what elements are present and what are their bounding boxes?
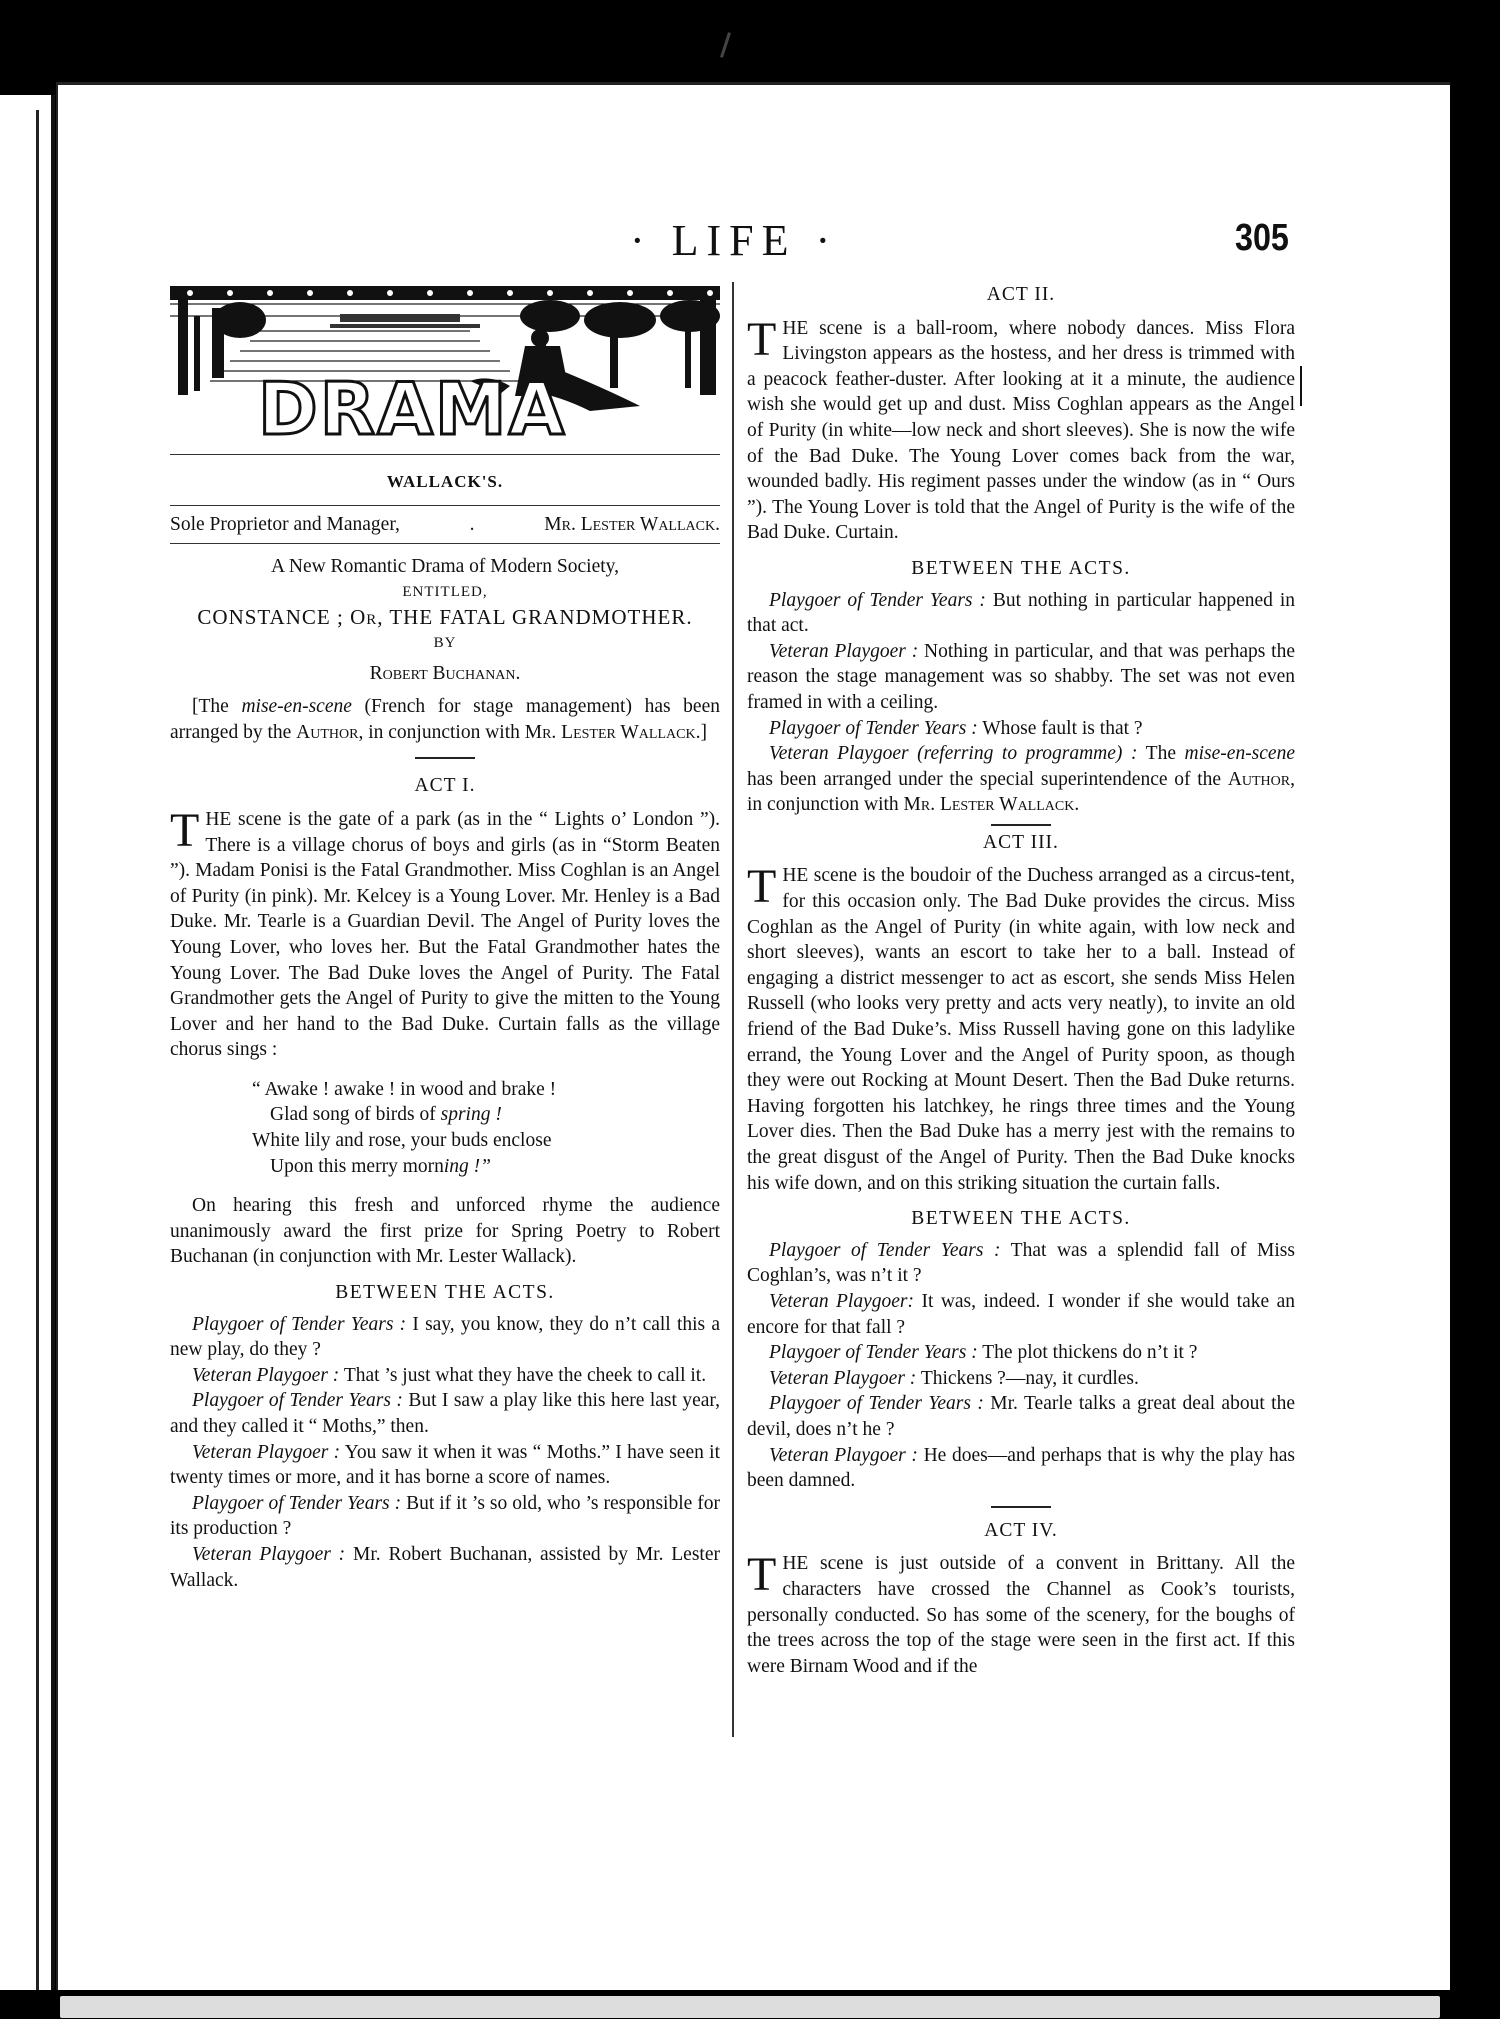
divider	[170, 505, 720, 506]
left-page-edge	[0, 95, 55, 2019]
right-column	[747, 282, 1295, 1679]
dialogue-text: Mr. Tearle talks a great deal about the devil, does n’t he ?	[747, 1393, 1295, 1440]
dialogue-text: Whose fault is that ?	[977, 717, 1143, 739]
dialogue-line	[170, 1363, 720, 1389]
between-acts-2-heading: BETWEEN THE ACTS.	[911, 557, 1131, 579]
poem-line: White lily and rose, your buds enclose	[252, 1130, 552, 1152]
dialogue-wallack: Mr. Lester Wallack	[903, 794, 1075, 816]
dialogue-text: But I saw a play like this here last year, and they called it “ Moths,” then.	[170, 1390, 720, 1437]
dialogue-text: That was a splendid fall of Miss Coghlan’s, was n’t it ?	[747, 1239, 1295, 1287]
speaker: Playgoer of Tender Years :	[192, 1313, 407, 1335]
dialogue-text: has been arranged under the special superintendence of the	[747, 768, 1228, 790]
speaker: Veteran Playgoer :	[769, 1444, 918, 1466]
note-text: , in conjunction with	[358, 721, 525, 743]
section-rule	[415, 757, 475, 759]
theatre-name: WALLACK'S.	[386, 472, 504, 491]
proprietor-line	[170, 512, 720, 538]
speaker: Playgoer of Tender Years :	[192, 1390, 403, 1412]
poem	[252, 1077, 720, 1179]
play-entitled: ENTITLED,	[402, 583, 488, 600]
proprietor-name: Mr. Lester Wallack.	[544, 513, 720, 535]
dialogue-text: The	[1137, 743, 1185, 765]
speaker: Veteran Playgoer :	[769, 1367, 917, 1389]
note-text: [The	[192, 696, 242, 718]
between-acts-3-heading: BETWEEN THE ACTS.	[911, 1208, 1131, 1230]
play-title-part: CONSTANCE ;	[197, 605, 351, 630]
poem-line	[252, 1154, 720, 1180]
stage-note	[170, 694, 720, 745]
dialogue-text: But if it ’s so old, who ’s responsible for its production ?	[170, 1492, 720, 1540]
act-1-text: THE scene is the gate of a park (as in the “ Lights o’ London ”). There is a village chorus of boys and girls (as in “Storm Beaten ”). Madam Ponisi is the Fatal Grandmother. Miss Coghlan is an Angel of Purity (in pink). Mr. Kelcey is a Young Lover. Mr. Henley is a Bad Duke. Mr. Tearle is a Guardian Devil. The Angel of Purity loves the Young Lover, who loves her. But the Fatal Grandmother hates the Young Lover. The Bad Duke loves the Angel of Purity. The Fatal Grandmother gets the Angel of Purity to give the mitten to the Young Lover and her hand to the Bad Duke. Curtain falls as the village chorus sings :	[170, 803, 720, 1061]
page-number: 305	[1235, 217, 1289, 259]
act-3-heading: ACT III.	[983, 831, 1059, 853]
speaker: Playgoer of Tender Years :	[769, 717, 978, 739]
dialogue-line	[747, 741, 1295, 818]
dialogue-text: Thickens ?—nay, it curdles.	[916, 1367, 1139, 1389]
dialogue-line	[747, 1443, 1295, 1494]
speaker: Playgoer of Tender Years :	[769, 589, 986, 611]
margin-mark	[1300, 366, 1302, 406]
speaker: Playgoer of Tender Years :	[769, 1239, 1001, 1261]
dialogue-text: It was, indeed. I wonder if she would take an encore for that fall ?	[747, 1290, 1295, 1338]
dialogue-line	[747, 1340, 1295, 1366]
play-intro: A New Romantic Drama of Modern Society,	[270, 556, 620, 578]
dialogue-author: Author	[1227, 768, 1291, 790]
dialogue-line	[747, 1366, 1295, 1392]
note-wallack: Mr. Lester Wallack	[524, 721, 696, 743]
drama-illustration	[170, 286, 720, 448]
magazine-title: · LIFE ·	[630, 216, 839, 265]
dialogue-text: Nothing in particular, and that was perhaps the reason the stage management was so shabby. The set was not even framed in with a ceiling.	[747, 640, 1295, 713]
column-divider	[732, 282, 734, 1737]
section-rule	[991, 824, 1051, 826]
dialogue-text: But nothing in particular happened in that act.	[747, 589, 1296, 637]
speaker-note: (referring to programme) :	[908, 743, 1138, 765]
watermark: comicbooks.com	[1228, 1958, 1440, 1986]
dialogue-line	[747, 1238, 1295, 1289]
dialogue-line	[170, 1542, 720, 1593]
left-column	[170, 282, 720, 1593]
dialogue-line	[747, 588, 1295, 639]
dialogue-text: He does—and perhaps that is why the play has been damned.	[747, 1444, 1296, 1492]
dialogue-line	[170, 1312, 720, 1363]
speaker: Playgoer of Tender Years :	[769, 1393, 984, 1415]
act-1-after: On hearing this fresh and unforced rhyme the audience unanimously award the first prize for Spring Poetry to Robert Buchanan (in conjunction with Mr. Lester Wallack).	[170, 1195, 720, 1268]
dialogue-text: That ’s just what they have the cheek to call it.	[339, 1364, 707, 1386]
dialogue-line	[747, 716, 1295, 742]
dialogue-text: I say, you know, they do n’t call this a new play, do they ?	[170, 1313, 720, 1361]
dialogue-line	[747, 1391, 1295, 1442]
speaker: Veteran Playgoer :	[192, 1364, 340, 1386]
masthead	[0, 215, 1500, 275]
poem-italic: ing !”	[443, 1155, 491, 1177]
play-title	[170, 605, 720, 631]
play-author: Robert Buchanan.	[369, 662, 521, 684]
play-title-or: Or,	[350, 605, 384, 630]
dialogue-line	[170, 1491, 720, 1542]
proprietor-label: Sole Proprietor and Manager,	[170, 513, 400, 535]
speaker: Playgoer of Tender Years :	[769, 1342, 978, 1364]
poem-italic: spring !	[440, 1104, 502, 1126]
act-3-text: THE scene is the boudoir of the Duchess arranged as a circus-tent, for this occasion only. The Bad Duke provides the circus. Miss Coghlan as the Angel of Purity (in white again, with low neck and short sleeves), wants an escort to take her to a ball. Instead of engaging a district messenger to act as escort, she sends Miss Helen Russell (who looks very pretty and acts very neatly), to invite an old friend of the Bad Duke’s. Miss Russell having gone on this ladylike errand, the Young Lover and the Angel of Purity spoon, as though they were out Rocking at Mount Desert. Then the Bad Duke returns. Having forgotten his latchkey, he rings three times and the Young Lover dies. Then the Bad Duke has a merry jest with the remains to the great disgust of the Angel of Purity. Then the Bad Duke knocks his wife down, and on this striking situation the curtain falls.	[747, 860, 1295, 1194]
act-4-heading: ACT IV.	[984, 1519, 1058, 1541]
dialogue-line	[170, 1388, 720, 1439]
dialogue-line	[747, 639, 1295, 716]
dialogue-line	[170, 1440, 720, 1491]
speaker: Veteran Playgoer :	[769, 640, 919, 662]
play-title-part: THE FATAL GRANDMOTHER.	[383, 605, 693, 630]
act-2-heading: ACT II.	[986, 284, 1056, 305]
speaker: Veteran Playgoer :	[192, 1543, 346, 1565]
poem-text: Glad song of birds of	[270, 1104, 441, 1126]
act-2-text: THE scene is a ball-room, where nobody dances. Miss Flora Livingston appears as the hostess, and her dress is trimmed with a peacock feather-duster. After looking at it a minute, the audience wish she would get up and dust. Miss Coghlan appears as the Angel of Purity (in white—low neck and short sleeves). She is now the wife of the Bad Duke. The Young Lover comes back from the war, wounded badly. His regiment passes under the window (as in “ Ours ”). The Young Lover is told that the Angel of Purity is the wife of the Bad Duke. Curtain.	[747, 312, 1295, 544]
note-text: (French for stage management) has been arranged by the	[170, 696, 720, 743]
banner-heading: DRAMA	[258, 367, 567, 448]
divider	[170, 454, 720, 455]
proprietor-dot: .	[469, 513, 475, 535]
dialogue-text: The plot thickens do n’t it ?	[977, 1342, 1198, 1364]
dialogue-text: .	[1074, 794, 1080, 816]
poem-line	[252, 1102, 720, 1128]
between-acts-1-heading: BETWEEN THE ACTS.	[335, 1282, 555, 1304]
dialogue-text: You saw it when it was “ Moths.” I have seen it twenty times or more, and it has borne a score of names.	[170, 1441, 720, 1489]
scan-mark	[720, 32, 731, 58]
act-1-heading: ACT I.	[414, 775, 476, 797]
dialogue-text: Mr. Robert Buchanan, assisted by Mr. Lester Wallack.	[170, 1543, 720, 1591]
bottom-edge	[0, 1990, 1500, 2019]
dialogue-italic: mise-en-scene	[1184, 743, 1295, 765]
speaker: Veteran Playgoer:	[769, 1290, 914, 1312]
note-text: .]	[695, 721, 707, 743]
divider	[170, 543, 720, 544]
drama-banner	[170, 286, 720, 448]
section-rule	[991, 1506, 1051, 1508]
dialogue-line	[747, 1289, 1295, 1340]
speaker: Playgoer of Tender Years :	[192, 1492, 402, 1514]
note-italic: mise-en-scene	[241, 696, 352, 718]
act-4-text: THE scene is just outside of a convent in Brittany. All the characters have crossed the Channel as Cook’s tourists, personally conducted. So has some of the scenery, for the boughs of the trees across the top of the stage were seen in the first act. If this were Birnam Wood and if the	[747, 1548, 1295, 1677]
poem-line: “ Awake ! awake ! in wood and brake !	[252, 1078, 557, 1100]
dialogue-text: , in conjunction with	[747, 768, 1295, 816]
play-by: BY	[433, 634, 457, 651]
poem-text: Upon this merry morn	[270, 1155, 444, 1177]
speaker: Veteran Playgoer	[769, 743, 909, 765]
note-author: Author	[296, 721, 359, 743]
speaker: Veteran Playgoer :	[192, 1441, 341, 1463]
